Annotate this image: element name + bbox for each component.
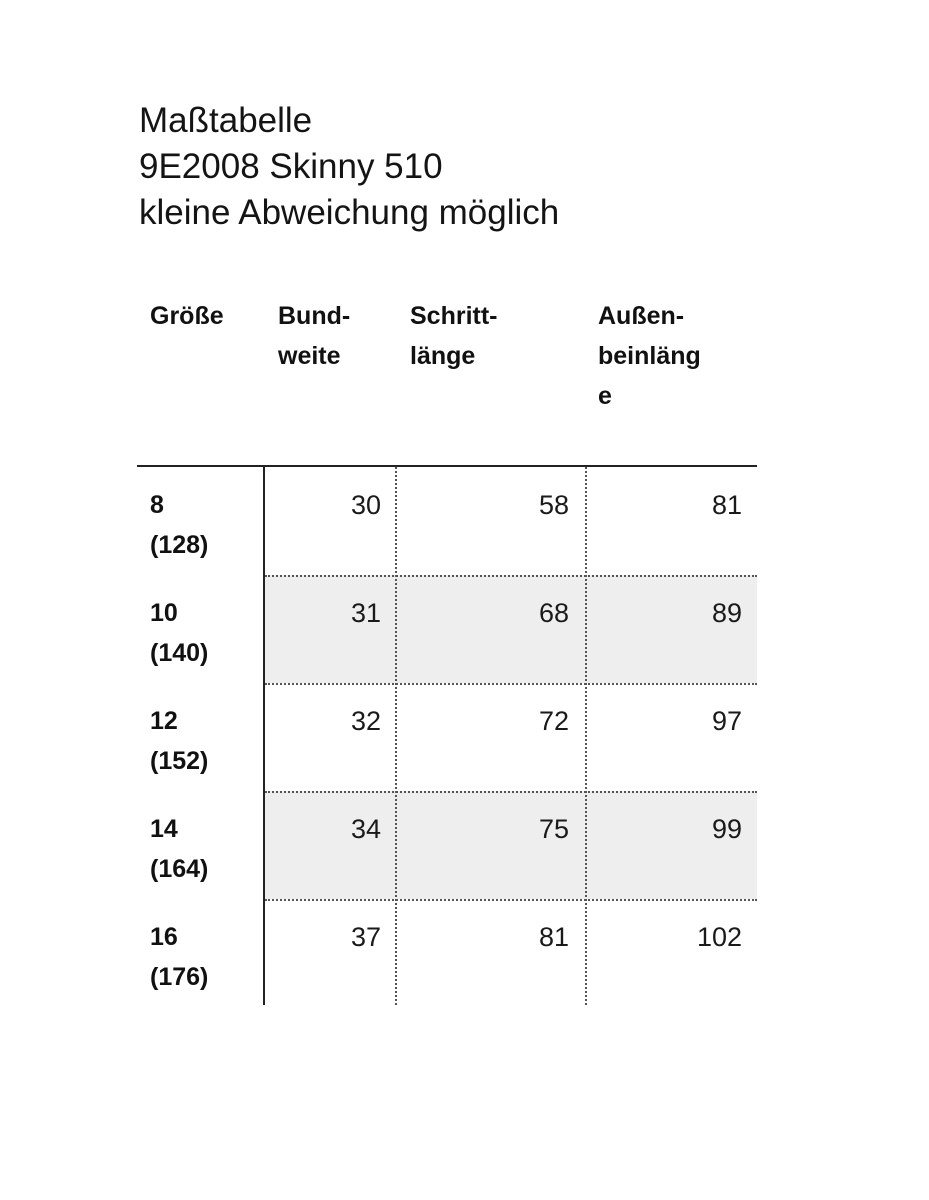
size-label: [150, 593, 208, 673]
table-row: [137, 899, 757, 1007]
schrittlaenge-value: 72: [538, 706, 569, 736]
size-cm: (164): [150, 855, 209, 883]
size-label: [150, 809, 208, 889]
size-cm: (128): [150, 531, 209, 559]
title-line-2: 9E2008 Skinny 510: [139, 147, 443, 186]
bundweite-value: 32: [350, 706, 381, 736]
title-line-1: Maßtabelle: [139, 101, 313, 140]
header-bundweite-line-2: weite: [278, 342, 341, 370]
header-bundweite-line-1: Bund-: [278, 302, 351, 330]
header-aussenbeinlaenge-line-3: e: [598, 382, 612, 410]
header-aussenbeinlaenge-line-2: beinläng: [598, 342, 701, 370]
header-aussenbeinlaenge-line-1: Außen-: [598, 302, 685, 330]
size-number: 14: [150, 815, 178, 843]
header-size-line: Größe: [150, 302, 224, 330]
column-divider: [585, 467, 587, 1005]
row-divider: [265, 683, 757, 685]
size-label: [150, 917, 208, 997]
header-aussenbeinlaenge: [598, 296, 701, 416]
size-number: 8: [150, 491, 164, 519]
size-label: [150, 701, 208, 781]
table-row: [137, 575, 757, 683]
bundweite-value: 31: [350, 598, 381, 628]
column-divider: [395, 467, 397, 1005]
header-schrittlaenge-line-2: länge: [410, 342, 476, 370]
row-divider: [265, 791, 757, 793]
bundweite-value: 30: [350, 490, 381, 520]
header-schrittlaenge: [410, 296, 498, 376]
schrittlaenge-value: 81: [538, 922, 569, 952]
size-table: [137, 465, 757, 1005]
schrittlaenge-value: 75: [538, 814, 569, 844]
row-divider: [265, 575, 757, 577]
aussenbeinlaenge-value: 89: [711, 598, 742, 628]
header-size: [150, 296, 224, 336]
schrittlaenge-value: 58: [538, 490, 569, 520]
bundweite-value: 34: [350, 814, 381, 844]
table-row: [137, 791, 757, 899]
row-divider: [265, 899, 757, 901]
size-label: [150, 485, 208, 565]
table-header: [137, 296, 757, 466]
header-schrittlaenge-line-1: Schritt-: [410, 302, 498, 330]
title-line-3: kleine Abweichung möglich: [139, 193, 560, 232]
header-bundweite: [278, 296, 350, 376]
table-row: [137, 683, 757, 791]
size-cm: (140): [150, 639, 209, 667]
page-title: [139, 98, 559, 236]
size-cm: (152): [150, 747, 209, 775]
size-number: 10: [150, 599, 178, 627]
size-cm: (176): [150, 963, 209, 991]
table-row: [137, 467, 757, 575]
size-column-rule: [263, 465, 265, 1005]
aussenbeinlaenge-value: 102: [696, 922, 742, 952]
schrittlaenge-value: 68: [538, 598, 569, 628]
size-number: 12: [150, 707, 178, 735]
size-number: 16: [150, 923, 178, 951]
header-rule: [137, 465, 757, 467]
aussenbeinlaenge-value: 81: [711, 490, 742, 520]
aussenbeinlaenge-value: 97: [711, 706, 742, 736]
bundweite-value: 37: [350, 922, 381, 952]
aussenbeinlaenge-value: 99: [711, 814, 742, 844]
